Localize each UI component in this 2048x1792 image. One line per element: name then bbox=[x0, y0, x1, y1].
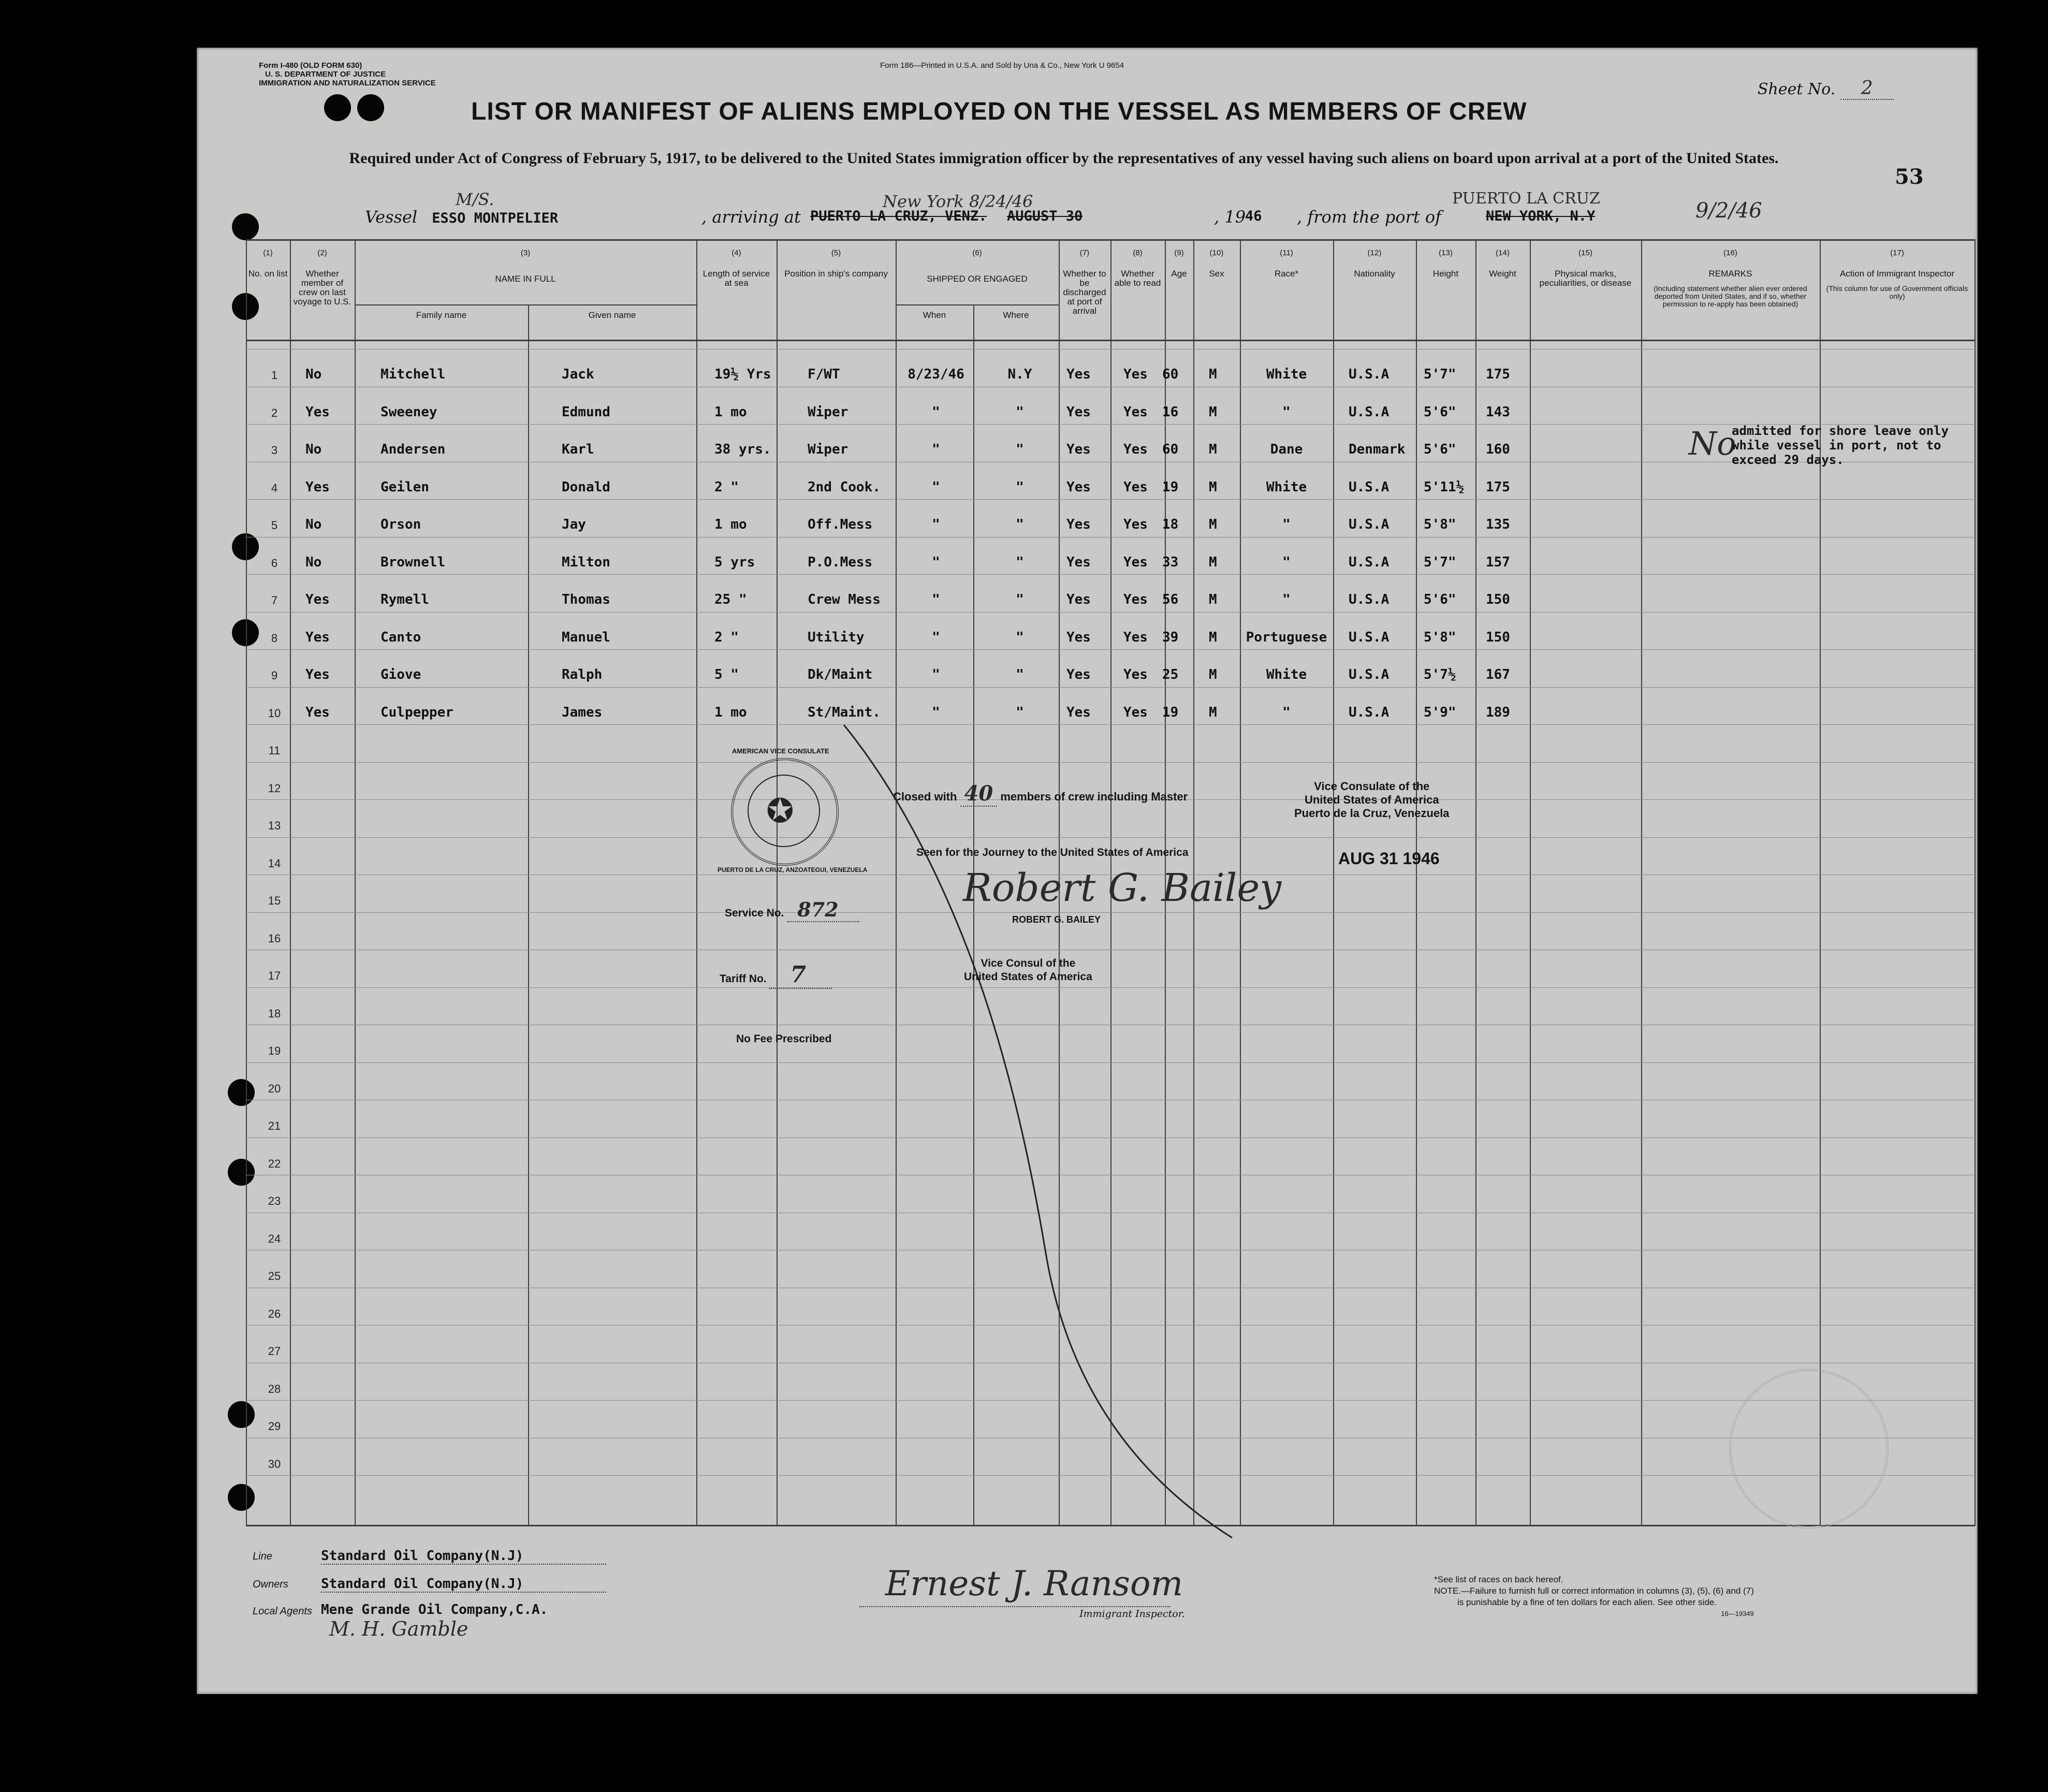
agents-value: Mene Grande Oil Company,C.A. bbox=[321, 1602, 548, 1618]
crew-sex: M bbox=[1209, 630, 1217, 645]
crew-race: Dane bbox=[1270, 442, 1303, 457]
column-number: (16) bbox=[1723, 249, 1737, 257]
crew-when: " bbox=[932, 592, 940, 607]
remarks-hand-mark: No bbox=[1689, 425, 1736, 462]
column-label: Race* bbox=[1274, 269, 1299, 279]
crew-sex: M bbox=[1209, 667, 1217, 682]
row-number: 19 bbox=[268, 1044, 281, 1057]
form-id-line3: IMMIGRATION AND NATURALIZATION SERVICE bbox=[259, 79, 436, 88]
row-number: 29 bbox=[268, 1420, 281, 1433]
fee-note: No Fee Prescribed bbox=[736, 1033, 832, 1045]
consul-title-line2: United States of America bbox=[964, 971, 1092, 983]
crew-family: Culpepper bbox=[381, 705, 454, 720]
row-number: 22 bbox=[268, 1157, 281, 1170]
agent-signature: M. H. Gamble bbox=[329, 1618, 469, 1640]
column-label: Length of service at sea bbox=[703, 269, 770, 288]
column-label: REMARKS bbox=[1708, 269, 1752, 279]
crew-service: 1 mo bbox=[714, 705, 747, 720]
tariff-value: 7 bbox=[769, 961, 832, 989]
crew-discharge: Yes bbox=[1066, 705, 1091, 720]
column-number: (15) bbox=[1578, 249, 1592, 257]
crew-last: Yes bbox=[305, 705, 330, 720]
row-number: 1 bbox=[271, 369, 278, 382]
from-port: NEW YORK, N.Y bbox=[1486, 208, 1596, 224]
crew-sex: M bbox=[1209, 404, 1217, 420]
consul-signature: Robert G. Bailey bbox=[963, 866, 1282, 910]
crew-given: James bbox=[562, 705, 603, 720]
page-title: LIST OR MANIFEST OF ALIENS EMPLOYED ON THE VESSEL AS MEMBERS OF CREW bbox=[471, 98, 1527, 125]
note-races: *See list of races on back hereof. bbox=[1434, 1575, 1563, 1584]
column-number: (4) bbox=[732, 249, 741, 257]
from-hand-date: 9/2/46 bbox=[1695, 199, 1762, 223]
crew-nationality: U.S.A bbox=[1349, 592, 1389, 607]
crew-height: 5'6" bbox=[1424, 404, 1456, 420]
column-sublabel: Where bbox=[1003, 310, 1029, 320]
printer-note: Form 186—Printed in U.S.A. and Sold by Una & Co., New York U 9654 bbox=[880, 61, 1124, 70]
note-failure: NOTE.—Failure to furnish full or correct information in columns (3), (5), (6) and (7) bbox=[1434, 1586, 1754, 1596]
crew-where: " bbox=[1016, 667, 1024, 682]
seal-bottom-text: PUERTO DE LA CRUZ, ANZOATEGUI, VENEZUELA bbox=[718, 866, 868, 873]
crew-sex: M bbox=[1209, 517, 1217, 532]
crew-service: 1 mo bbox=[714, 404, 747, 420]
column-label: Height bbox=[1432, 269, 1459, 279]
column-label: Sex bbox=[1209, 269, 1224, 279]
crew-read: Yes bbox=[1123, 630, 1148, 645]
crew-weight: 160 bbox=[1486, 442, 1510, 457]
crew-sex: M bbox=[1209, 555, 1217, 570]
crew-nationality: U.S.A bbox=[1349, 367, 1389, 382]
crew-given: Donald bbox=[562, 479, 610, 495]
remarks-line2: while vessel in port, not to bbox=[1732, 438, 1941, 453]
consulate-line3: Puerto de la Cruz, Venezuela bbox=[1294, 807, 1450, 820]
row-number: 3 bbox=[271, 444, 278, 457]
crew-service: 19½ Yrs bbox=[714, 367, 771, 382]
owners-label: Owners bbox=[253, 1579, 288, 1590]
row-number: 7 bbox=[271, 594, 278, 607]
crew-discharge: Yes bbox=[1066, 630, 1091, 645]
column-label: Whether to be discharged at port of arrival bbox=[1063, 269, 1106, 316]
crew-sex: M bbox=[1209, 592, 1217, 607]
crew-position: Wiper bbox=[808, 442, 849, 457]
column-number: (12) bbox=[1367, 249, 1382, 257]
crew-discharge: Yes bbox=[1066, 404, 1091, 420]
row-number: 15 bbox=[268, 894, 281, 907]
consul-title-line1: Vice Consul of the bbox=[981, 957, 1076, 969]
column-note: (This column for use of Government officials only) bbox=[1826, 284, 1968, 300]
crew-service: 1 mo bbox=[714, 517, 747, 532]
crew-weight: 189 bbox=[1486, 705, 1510, 720]
crew-age: 39 bbox=[1162, 630, 1179, 645]
crew-read: Yes bbox=[1123, 404, 1148, 420]
crew-nationality: U.S.A bbox=[1349, 404, 1389, 420]
column-number: (5) bbox=[831, 249, 841, 257]
crew-last: Yes bbox=[305, 667, 330, 682]
crew-position: 2nd Cook. bbox=[808, 479, 881, 495]
crew-when: " bbox=[932, 555, 940, 570]
crew-position: Utility bbox=[808, 630, 865, 645]
crew-position: Dk/Maint bbox=[808, 667, 873, 682]
crew-when: " bbox=[932, 404, 940, 420]
vessel-prefix-hand: M/S. bbox=[456, 190, 494, 209]
service-label: Service No. bbox=[725, 907, 784, 919]
crew-when: " bbox=[932, 517, 940, 532]
crew-given: Thomas bbox=[562, 592, 610, 607]
crew-last: No bbox=[305, 367, 322, 382]
crew-discharge: Yes bbox=[1066, 479, 1091, 495]
crew-race: " bbox=[1282, 592, 1291, 607]
crew-height: 5'11½ bbox=[1424, 479, 1465, 495]
crew-last: Yes bbox=[305, 479, 330, 495]
crew-race: " bbox=[1282, 517, 1291, 532]
crew-when: " bbox=[932, 667, 940, 682]
seal-top-text: AMERICAN VICE CONSULATE bbox=[732, 747, 829, 755]
row-number: 27 bbox=[268, 1345, 281, 1358]
crew-read: Yes bbox=[1123, 517, 1148, 532]
crew-sex: M bbox=[1209, 442, 1217, 457]
crew-age: 60 bbox=[1162, 367, 1179, 382]
crew-service: 5 " bbox=[714, 667, 739, 682]
crew-age: 19 bbox=[1162, 479, 1179, 495]
crew-height: 5'6" bbox=[1424, 442, 1456, 457]
owners-value: Standard Oil Company(N.J) bbox=[321, 1576, 606, 1593]
column-number: (17) bbox=[1890, 249, 1904, 257]
row-number: 24 bbox=[268, 1232, 281, 1245]
crew-given: Jack bbox=[562, 367, 594, 382]
row-number: 8 bbox=[271, 632, 278, 645]
form-id-line1: Form I-480 (OLD FORM 630) bbox=[259, 61, 362, 70]
closing-date: AUG 31 1946 bbox=[1338, 849, 1440, 868]
from-label: , from the port of bbox=[1297, 207, 1442, 227]
crew-height: 5'6" bbox=[1424, 592, 1456, 607]
crew-height: 5'7½ bbox=[1424, 667, 1456, 682]
crew-discharge: Yes bbox=[1066, 667, 1091, 682]
seen-line: Seen for the Journey to the United States of America bbox=[916, 847, 1189, 858]
crew-nationality: U.S.A bbox=[1349, 479, 1389, 495]
row-number: 10 bbox=[268, 707, 281, 720]
crew-read: Yes bbox=[1123, 705, 1148, 720]
crew-given: Milton bbox=[562, 555, 610, 570]
crew-weight: 175 bbox=[1486, 367, 1510, 382]
crew-nationality: Denmark bbox=[1349, 442, 1406, 457]
crew-race: Portuguese bbox=[1246, 630, 1327, 645]
column-sublabel: When bbox=[923, 310, 946, 320]
crew-service: 2 " bbox=[714, 630, 739, 645]
column-number: (7) bbox=[1079, 249, 1090, 257]
column-label: Nationality bbox=[1354, 269, 1395, 279]
column-note: (Including statement whether alien ever ordered deported from United States, and if so, whether permission to re-apply has been obtained) bbox=[1654, 284, 1807, 308]
crew-when: " bbox=[932, 479, 940, 495]
crew-where: " bbox=[1016, 630, 1024, 645]
crew-given: Edmund bbox=[562, 404, 610, 420]
column-label: Physical marks, peculiarities, or disease bbox=[1539, 269, 1632, 288]
crew-count: 40 bbox=[960, 781, 998, 807]
crew-family: Orson bbox=[381, 517, 421, 532]
crew-weight: 135 bbox=[1486, 517, 1510, 532]
crew-when: " bbox=[932, 442, 940, 457]
crew-height: 5'7" bbox=[1424, 555, 1456, 570]
column-label: Position in ship's company bbox=[784, 269, 888, 279]
crew-given: Manuel bbox=[562, 630, 610, 645]
row-number: 13 bbox=[268, 819, 281, 832]
crew-nationality: U.S.A bbox=[1349, 555, 1389, 570]
arriving-port: PUERTO LA CRUZ, VENZ. bbox=[810, 208, 987, 224]
consulate-line1: Vice Consulate of the bbox=[1314, 780, 1430, 793]
crew-family: Rymell bbox=[381, 592, 429, 607]
service-value: 872 bbox=[787, 898, 859, 922]
crew-weight: 150 bbox=[1486, 592, 1510, 607]
closed-label: Closed with bbox=[893, 790, 957, 803]
row-number: 5 bbox=[271, 519, 278, 532]
sheet-label: Sheet No. bbox=[1758, 80, 1836, 98]
column-number: (13) bbox=[1439, 249, 1453, 257]
crew-discharge: Yes bbox=[1066, 442, 1091, 457]
crew-read: Yes bbox=[1123, 479, 1148, 495]
row-number: 25 bbox=[268, 1270, 281, 1283]
crew-where: " bbox=[1016, 517, 1024, 532]
closed-suffix: members of crew including Master bbox=[1000, 790, 1188, 803]
row-number: 30 bbox=[268, 1458, 281, 1470]
crew-where: " bbox=[1016, 592, 1024, 607]
form-code: 16—19349 bbox=[1721, 1610, 1754, 1618]
crew-weight: 150 bbox=[1486, 630, 1510, 645]
crew-age: 19 bbox=[1162, 705, 1179, 720]
crew-position: Off.Mess bbox=[808, 517, 873, 532]
page-subtitle: Required under Act of Congress of February 5, 1917, to be delivered to the United States immigration officer by the representatives of any vessel having such aliens on board upon arrival at a port of the United States. bbox=[349, 150, 1779, 167]
row-number: 20 bbox=[268, 1082, 281, 1095]
column-label: Action of Immigrant Inspector bbox=[1839, 269, 1955, 279]
crew-height: 5'9" bbox=[1424, 705, 1456, 720]
crew-where: N.Y bbox=[1007, 367, 1032, 382]
line-field bbox=[253, 1552, 272, 1561]
crew-read: Yes bbox=[1123, 367, 1148, 382]
inspector-label: Immigrant Inspector. bbox=[1079, 1608, 1185, 1620]
row-number: 4 bbox=[271, 482, 278, 494]
crew-age: 25 bbox=[1162, 667, 1179, 682]
eagle-icon: ✪ bbox=[766, 792, 794, 831]
crew-weight: 157 bbox=[1486, 555, 1510, 570]
crew-nationality: U.S.A bbox=[1349, 517, 1389, 532]
crew-position: Crew Mess bbox=[808, 592, 881, 607]
column-number: (1) bbox=[263, 249, 273, 257]
crew-weight: 143 bbox=[1486, 404, 1510, 420]
column-number: (6) bbox=[972, 249, 982, 257]
crew-given: Karl bbox=[562, 442, 594, 457]
column-sublabel: Given name bbox=[588, 310, 636, 320]
crew-weight: 167 bbox=[1486, 667, 1510, 682]
row-number: 2 bbox=[271, 406, 278, 419]
row-number: 6 bbox=[271, 557, 278, 570]
crew-where: " bbox=[1016, 705, 1024, 720]
crew-sex: M bbox=[1209, 367, 1217, 382]
tariff-label: Tariff No. bbox=[720, 973, 767, 985]
year-value: 46 bbox=[1245, 208, 1262, 224]
inspector-signature-line bbox=[859, 1606, 1170, 1607]
crew-where: " bbox=[1016, 555, 1024, 570]
crew-last: Yes bbox=[305, 592, 330, 607]
crew-race: White bbox=[1266, 367, 1307, 382]
row-number: 14 bbox=[268, 857, 281, 870]
crew-discharge: Yes bbox=[1066, 367, 1091, 382]
crew-service: 38 yrs. bbox=[714, 442, 771, 457]
arriving-date: AUGUST 30 bbox=[1007, 208, 1083, 224]
crew-age: 56 bbox=[1162, 592, 1179, 607]
column-number: (14) bbox=[1496, 249, 1510, 257]
row-number: 12 bbox=[268, 782, 281, 795]
crew-position: P.O.Mess bbox=[808, 555, 873, 570]
crew-last: Yes bbox=[305, 630, 330, 645]
row-number: 17 bbox=[268, 969, 281, 982]
column-label: Whether able to read bbox=[1114, 269, 1161, 288]
crew-discharge: Yes bbox=[1066, 517, 1091, 532]
crew-last: No bbox=[305, 442, 322, 457]
column-label: NAME IN FULL bbox=[495, 274, 556, 284]
crew-sex: M bbox=[1209, 479, 1217, 495]
column-label: Whether member of crew on last voyage to U.S. bbox=[293, 269, 352, 307]
row-number: 18 bbox=[268, 1007, 281, 1020]
crew-read: Yes bbox=[1123, 555, 1148, 570]
column-number: (8) bbox=[1133, 249, 1143, 257]
crew-race: White bbox=[1266, 667, 1307, 682]
consul-name: ROBERT G. BAILEY bbox=[1012, 914, 1101, 925]
crew-height: 5'8" bbox=[1424, 517, 1456, 532]
inspector-signature: Ernest J. Ransom bbox=[885, 1564, 1183, 1604]
line-label: Line bbox=[253, 1551, 272, 1562]
crew-height: 5'7" bbox=[1424, 367, 1456, 382]
form-id-line2: U. S. DEPARTMENT OF JUSTICE bbox=[265, 70, 386, 79]
crew-family: Mitchell bbox=[381, 367, 446, 382]
column-sublabel: Family name bbox=[416, 310, 467, 320]
vessel-name: ESSO MONTPELIER bbox=[432, 210, 559, 226]
crew-height: 5'8" bbox=[1424, 630, 1456, 645]
row-number: 9 bbox=[271, 669, 278, 682]
crew-read: Yes bbox=[1123, 442, 1148, 457]
crew-last: No bbox=[305, 517, 322, 532]
crew-service: 25 " bbox=[714, 592, 747, 607]
row-number: 28 bbox=[268, 1382, 281, 1395]
crew-read: Yes bbox=[1123, 667, 1148, 682]
crew-family: Canto bbox=[381, 630, 421, 645]
crew-where: " bbox=[1016, 404, 1024, 420]
crew-race: " bbox=[1282, 705, 1291, 720]
crew-age: 60 bbox=[1162, 442, 1179, 457]
crew-age: 33 bbox=[1162, 555, 1179, 570]
column-number: (3) bbox=[520, 249, 531, 257]
row-number: 21 bbox=[268, 1119, 281, 1132]
crew-race: White bbox=[1266, 479, 1307, 495]
crew-position: Wiper bbox=[808, 404, 849, 420]
crew-age: 16 bbox=[1162, 404, 1179, 420]
crew-position: F/WT bbox=[808, 367, 840, 382]
arriving-hand: New York 8/24/46 bbox=[883, 192, 1033, 211]
year-label: , 19 bbox=[1214, 207, 1246, 227]
column-number: (9) bbox=[1174, 249, 1184, 257]
crew-last: No bbox=[305, 555, 322, 570]
column-label: SHIPPED OR ENGAGED bbox=[927, 274, 1028, 284]
remarks-line1: admitted for shore leave only bbox=[1732, 424, 1949, 438]
crew-family: Andersen bbox=[381, 442, 446, 457]
arriving-label: , arriving at bbox=[701, 207, 801, 227]
crew-read: Yes bbox=[1123, 592, 1148, 607]
crew-race: " bbox=[1282, 404, 1291, 420]
crew-given: Ralph bbox=[562, 667, 603, 682]
line-value: Standard Oil Company(N.J) bbox=[321, 1548, 606, 1565]
crew-discharge: Yes bbox=[1066, 555, 1091, 570]
crew-weight: 175 bbox=[1486, 479, 1510, 495]
crew-discharge: Yes bbox=[1066, 592, 1091, 607]
footer-notes bbox=[1434, 1574, 1754, 1620]
crew-family: Sweeney bbox=[381, 404, 437, 420]
crew-where: " bbox=[1016, 479, 1024, 495]
row-number: 26 bbox=[268, 1307, 281, 1320]
row-number: 11 bbox=[268, 744, 281, 757]
crew-nationality: U.S.A bbox=[1349, 705, 1389, 720]
crew-family: Giove bbox=[381, 667, 421, 682]
page-number: 53 bbox=[1895, 165, 1924, 189]
crew-last: Yes bbox=[305, 404, 330, 420]
row-number: 23 bbox=[268, 1194, 281, 1207]
column-label: Weight bbox=[1489, 269, 1516, 279]
column-number: (10) bbox=[1209, 249, 1224, 257]
column-label: No. on list bbox=[248, 269, 288, 279]
sheet-value: 2 bbox=[1840, 78, 1894, 100]
crew-family: Brownell bbox=[381, 555, 446, 570]
crew-nationality: U.S.A bbox=[1349, 667, 1389, 682]
crew-service: 5 yrs bbox=[714, 555, 755, 570]
crew-family: Geilen bbox=[381, 479, 429, 495]
agents-label: Local Agents bbox=[253, 1606, 312, 1617]
remarks-line3: exceed 29 days. bbox=[1732, 453, 1844, 467]
crew-sex: M bbox=[1209, 705, 1217, 720]
crew-given: Jay bbox=[562, 517, 586, 532]
note-fine: is punishable by a fine of ten dollars for each alien. See other side. bbox=[1457, 1597, 1717, 1607]
row-number: 16 bbox=[268, 932, 281, 945]
column-number: (11) bbox=[1280, 249, 1293, 257]
from-hand: PUERTO LA CRUZ bbox=[1452, 190, 1600, 208]
crew-age: 18 bbox=[1162, 517, 1179, 532]
consulate-line2: United States of America bbox=[1304, 793, 1439, 806]
crew-when: " bbox=[932, 705, 940, 720]
column-number: (2) bbox=[317, 249, 327, 257]
crew-position: St/Maint. bbox=[808, 705, 881, 720]
vessel-label: Vessel bbox=[365, 207, 418, 227]
crew-service: 2 " bbox=[714, 479, 739, 495]
crew-race: " bbox=[1282, 555, 1291, 570]
crew-when: 8/23/46 bbox=[908, 367, 964, 382]
column-label: Age bbox=[1171, 269, 1187, 279]
crew-nationality: U.S.A bbox=[1349, 630, 1389, 645]
crew-where: " bbox=[1016, 442, 1024, 457]
crew-when: " bbox=[932, 630, 940, 645]
